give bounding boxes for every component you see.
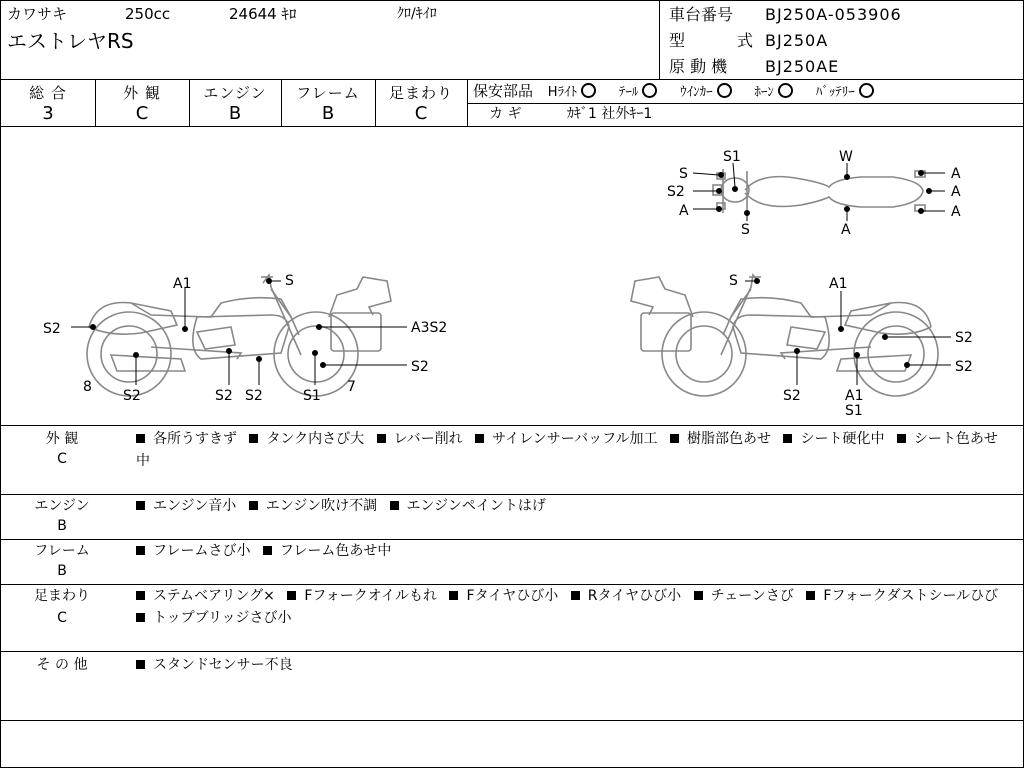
diagram-label: A: [841, 222, 851, 238]
remark-item: エンジン吹け不調: [265, 498, 378, 514]
grade-value: B: [228, 103, 242, 124]
left-view-labels: [43, 273, 447, 404]
remark-grade: B: [57, 563, 67, 579]
remark-grade: C: [57, 610, 67, 626]
grade-value: C: [414, 103, 428, 124]
ok-circle-icon: [642, 83, 657, 98]
bullet-square-icon: [897, 434, 906, 443]
remark-label: 外 観: [45, 431, 79, 447]
right-view-labels: [729, 273, 973, 419]
remark-item: スタンドセンサー不良: [153, 657, 293, 673]
diagram-label: S2: [411, 359, 429, 375]
bullet-square-icon: [390, 501, 399, 510]
diagram-label: S: [285, 273, 294, 289]
remark-item: 各所うすきず: [153, 431, 237, 447]
frame-no-label: 車台番号: [669, 5, 734, 24]
diagram-label: S: [679, 166, 688, 182]
remark-item: レバー削れ: [393, 431, 463, 447]
remark-engine: [1, 495, 1023, 540]
frame-no: BJ250A-053906: [765, 5, 902, 24]
diagram-label: S2: [955, 359, 973, 375]
model-name: エストレヤRS: [7, 29, 134, 53]
diagram-label: A: [679, 203, 689, 219]
grade-frame: [281, 79, 375, 126]
remark-text: [136, 495, 1014, 517]
remark-label: エンジン: [34, 498, 90, 514]
grade-value: B: [321, 103, 335, 124]
diagram-label: S1: [845, 403, 863, 419]
remark-item: フレームさび小: [153, 543, 251, 559]
remark-item: 樹脂部色あせ: [687, 431, 771, 447]
key-value: ｶｷﾞ1 社外ｷｰ1: [567, 106, 653, 122]
grade-value: C: [135, 103, 149, 124]
ok-circle-icon: [859, 83, 874, 98]
ok-circle-icon: [581, 83, 596, 98]
safety-item-name: ｳｲﾝｶｰ: [680, 85, 713, 100]
bullet-square-icon: [136, 434, 145, 443]
bullet-square-icon: [377, 434, 386, 443]
remark-item: ステムベアリング×: [153, 588, 275, 604]
diagram-label: A: [951, 166, 961, 182]
type-label-2: 式: [737, 31, 754, 50]
remark-text: [136, 585, 1014, 629]
vehicle-header: [1, 1, 1023, 80]
grade-overall: [1, 79, 95, 126]
remark-label: そ の 他: [36, 657, 88, 673]
diagram-label: A1: [829, 276, 848, 292]
remark-item: Fタイヤひび小: [466, 588, 559, 604]
grade-label: 外 観: [123, 84, 161, 102]
safety-item-name: ﾎｰﾝ: [754, 85, 774, 100]
diagram-label: S2: [215, 388, 233, 404]
grade-exterior: [95, 79, 189, 126]
type-value: BJ250A: [765, 31, 829, 50]
grade-value: 3: [42, 103, 54, 124]
engine-value: BJ250AE: [765, 57, 840, 76]
bullet-square-icon: [806, 591, 815, 600]
right-view-motorcycle: [631, 275, 938, 396]
diagram-label: S: [741, 222, 750, 238]
engine-label: 原 動 機: [669, 57, 728, 76]
bullet-square-icon: [249, 434, 258, 443]
bullet-square-icon: [136, 613, 145, 622]
remark-grade: B: [57, 518, 67, 534]
grade-row: [1, 79, 1023, 127]
safety-parts: [473, 83, 882, 100]
diagram-label: 8: [83, 379, 92, 395]
bullet-square-icon: [263, 546, 272, 555]
remark-grade: C: [57, 451, 67, 467]
diagram-label: S2: [667, 184, 685, 200]
bullet-square-icon: [249, 501, 258, 510]
remark-text: [136, 540, 1014, 562]
diagram-label: S2: [123, 388, 141, 404]
bullet-square-icon: [136, 660, 145, 669]
bullet-square-icon: [136, 546, 145, 555]
grade-label: 総 合: [29, 84, 67, 102]
diagram-label: S1: [303, 388, 321, 404]
remark-frame: [1, 540, 1023, 585]
diagram-label: A: [951, 204, 961, 220]
top-view-motorcycle: [713, 169, 925, 213]
grade-label: フレーム: [296, 84, 360, 102]
safety-headlight: [548, 82, 596, 100]
remark-text: [136, 428, 1014, 472]
safety-label: 保安部品: [473, 82, 534, 100]
remark-item: エンジン音小: [153, 498, 237, 514]
remark-item: フレーム色あせ中: [279, 543, 392, 559]
diagram-label: A1: [173, 276, 192, 292]
key-label: カ ギ: [489, 106, 522, 122]
top-view-labels: [667, 149, 961, 238]
remark-item: チェーンさび: [710, 588, 794, 604]
remark-item: シート色あせ中: [136, 431, 998, 469]
remark-item: シート硬化中: [800, 431, 885, 447]
diagram-label: S2: [43, 321, 61, 337]
ok-circle-icon: [778, 83, 793, 98]
remark-exterior: [1, 426, 1023, 495]
grade-label: 足まわり: [388, 84, 453, 102]
safety-item-name: ﾊﾞｯﾃﾘｰ: [815, 85, 855, 100]
diagram-label: A1: [845, 388, 864, 404]
bullet-square-icon: [449, 591, 458, 600]
displacement: 250cc: [125, 5, 171, 23]
header-divider: [659, 1, 660, 79]
left-view-motorcycle: [87, 275, 391, 396]
type-label-1: 型: [669, 31, 686, 50]
grade-engine: [189, 79, 281, 126]
mileage: 24644 ｷﾛ: [229, 5, 297, 23]
color: ｸﾛ/ｷｲﾛ: [397, 6, 437, 22]
remark-item: トップブリッジさび小: [153, 610, 292, 626]
bullet-square-icon: [475, 434, 484, 443]
bullet-square-icon: [136, 501, 145, 510]
bullet-square-icon: [783, 434, 792, 443]
bullet-square-icon: [670, 434, 679, 443]
safety-battery: [816, 82, 874, 100]
maker: カワサキ: [7, 5, 68, 23]
motorcycle-diagram: [1, 127, 1023, 425]
safety-item-name: ﾃｰﾙ: [618, 85, 639, 100]
bullet-square-icon: [571, 591, 580, 600]
diagram-label: 7: [347, 379, 356, 395]
bullet-square-icon: [287, 591, 296, 600]
remark-label: 足まわり: [34, 588, 90, 604]
diagram-label: A: [951, 184, 961, 200]
diagram-label: S1: [723, 149, 741, 165]
diagram-label: S2: [245, 388, 263, 404]
remark-text: [136, 654, 1014, 676]
safety-winker: [680, 82, 732, 100]
remark-item: Fフォークダストシールひび: [823, 588, 999, 604]
ok-circle-icon: [717, 83, 732, 98]
grade-suspension: [375, 79, 467, 126]
bullet-square-icon: [694, 591, 703, 600]
remark-item: サイレンサーバッフル加工: [492, 431, 658, 447]
remark-suspension: [1, 585, 1023, 652]
remark-label: フレーム: [34, 543, 90, 559]
diagram-label: S2: [783, 388, 801, 404]
remark-item: Rタイヤひび小: [587, 588, 682, 604]
remark-other: [1, 652, 1023, 721]
grade-label: エンジン: [203, 84, 267, 102]
diagram-label: S2: [955, 330, 973, 346]
remark-item: Fフォークオイルもれ: [304, 588, 438, 604]
diagram-label: W: [839, 149, 853, 165]
safety-horn: [754, 82, 793, 100]
safety-item-name: Hﾗｲﾄ: [547, 85, 578, 100]
safety-tail: [619, 82, 658, 100]
damage-diagram: [1, 127, 1023, 426]
diagram-label: S: [729, 273, 738, 289]
diagram-label: A3S2: [411, 320, 448, 336]
bullet-square-icon: [136, 591, 145, 600]
remark-item: タンク内さび大: [266, 431, 365, 447]
remark-item: エンジンペイントはげ: [406, 498, 546, 514]
